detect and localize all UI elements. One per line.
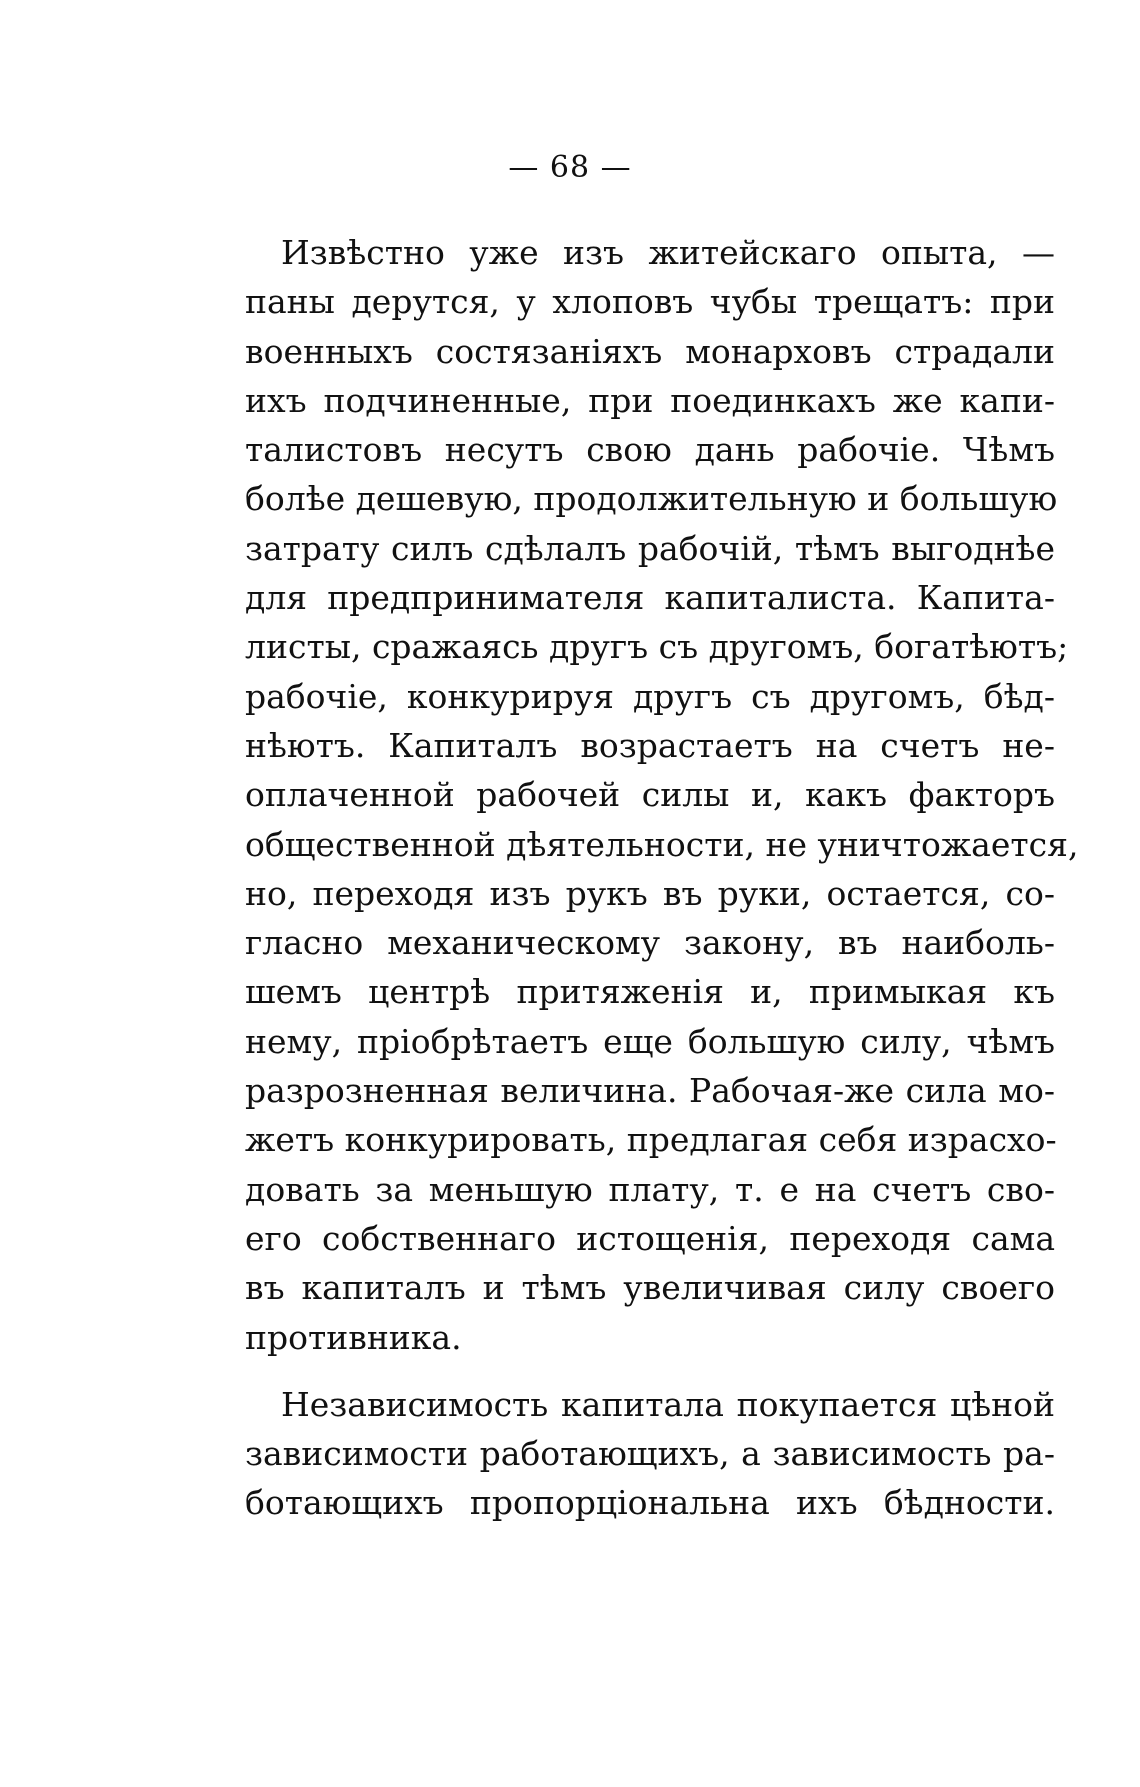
text-line: общественной дѣятельности, не уничтожается, (245, 824, 1079, 864)
text-line: нему, пріобрѣтаетъ еще большую силу, чѣмъ (245, 1021, 1055, 1061)
page-number: — 68 — (508, 150, 632, 185)
text-line: гласно механическому закону, въ наиболь- (245, 923, 1055, 963)
text-line: разрозненная величина. Рабочая-же сила мо- (245, 1071, 1055, 1111)
text-line: Извѣстно уже изъ житейскаго опыта, — (281, 233, 1055, 272)
text-line: болѣе дешевую, продолжительную и большую (245, 479, 1058, 519)
text-line: Независимость капитала покупается цѣной (281, 1384, 1055, 1424)
paragraph-1 (245, 228, 1079, 1362)
text-line: ихъ подчиненные, при поединкахъ же капи- (245, 380, 1055, 420)
text-line: листы, сражаясь другъ съ другомъ, богатѣютъ; (245, 627, 1069, 667)
paragraph-2 (245, 1380, 1055, 1528)
text-line: зависимости работающихъ, а зависимость ра- (245, 1434, 1055, 1474)
text-line: въ капиталъ и тѣмъ увеличивая силу своего (245, 1268, 1055, 1308)
text-line: нѣютъ. Капиталъ возрастаетъ на счетъ не- (245, 725, 1055, 765)
text-line: затрату силъ сдѣлалъ рабочій, тѣмъ выгоднѣе (245, 528, 1055, 568)
text-line: жетъ конкурировать, предлагая себя израсхо- (245, 1120, 1057, 1160)
text-line: шемъ центрѣ притяженія и, примыкая къ (245, 972, 1055, 1012)
text-line: ботающихъ пропорціональна ихъ бѣдности. (245, 1483, 1055, 1523)
paragraph-spacing (245, 1362, 1055, 1380)
text-line: рабочіе, конкурируя другъ съ другомъ, бѣд- (245, 676, 1055, 716)
body-text (245, 228, 1079, 1528)
text-line: для предпринимателя капиталиста. Капита- (245, 578, 1055, 618)
text-line: военныхъ состязаніяхъ монарховъ страдали (245, 331, 1055, 371)
text-line: но, переходя изъ рукъ въ руки, остается, со- (245, 873, 1055, 913)
text-line: паны дерутся, у хлоповъ чубы трещатъ: при (245, 282, 1055, 322)
text-line: его собственнаго истощенія, переходя сама (245, 1218, 1055, 1258)
text-line: довать за меньшую плату, т. е на счетъ сво- (245, 1169, 1055, 1209)
text-line: талистовъ несутъ свою дань рабочіе. Чѣмъ (245, 430, 1055, 470)
text-line: противника. (245, 1317, 462, 1357)
text-line: оплаченной рабочей силы и, какъ факторъ (245, 775, 1055, 815)
